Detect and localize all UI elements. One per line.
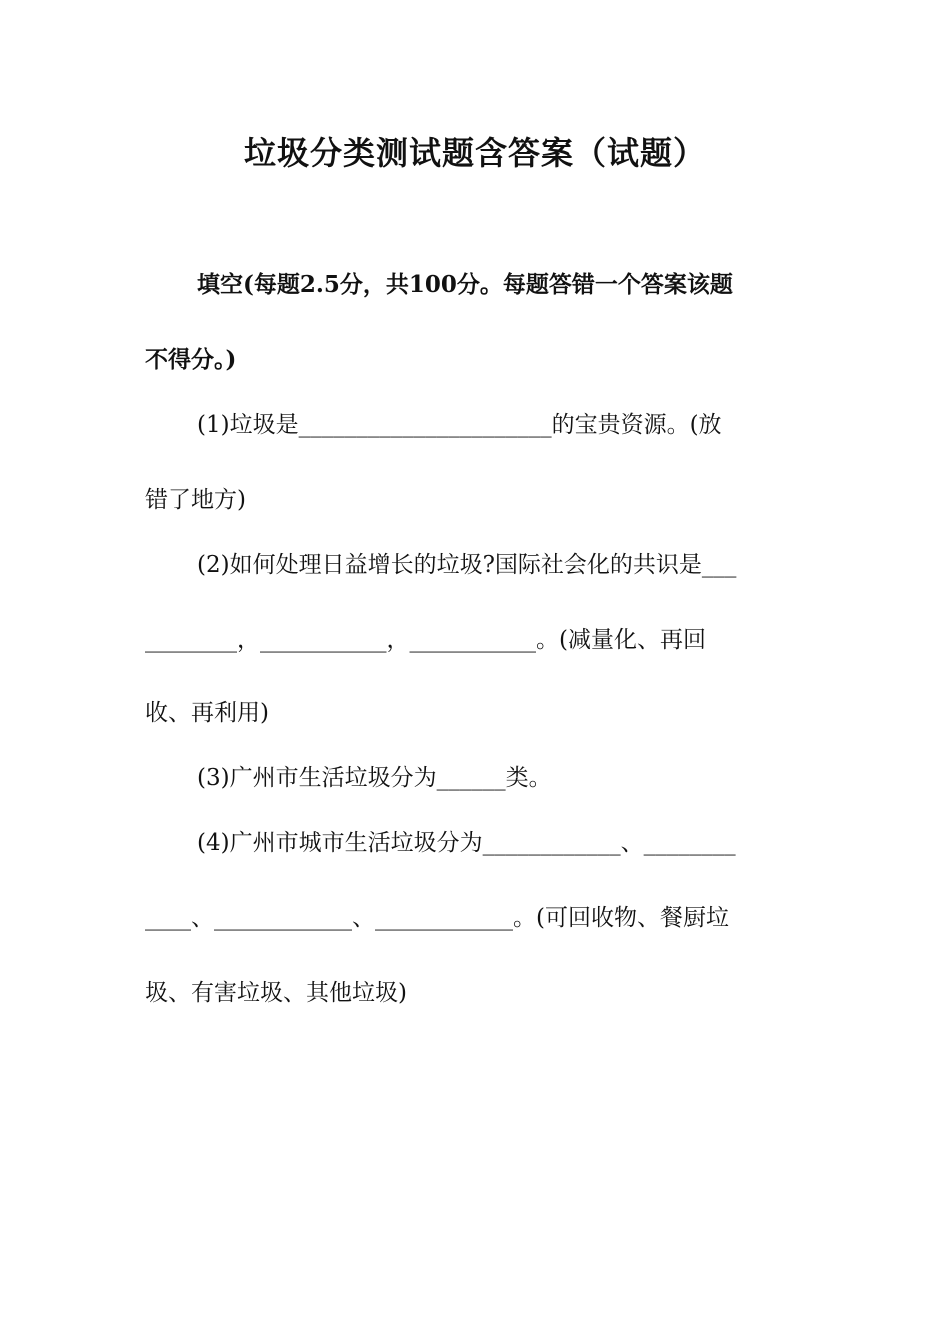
question-4-line-3: 圾、有害垃圾、其他垃圾) bbox=[145, 980, 407, 1006]
question-2-line-2: ________，___________，___________。(减量化、再回 bbox=[145, 627, 706, 653]
question-4-line-1: (4)广州市城市生活垃圾分为____________、________ bbox=[197, 830, 736, 856]
question-1-line-1: (1)垃圾是______________________的宝贵资源。(放 bbox=[197, 412, 722, 438]
question-3-line-1: (3)广州市生活垃圾分为______类。 bbox=[197, 765, 552, 791]
instructions-line-1: 填空(每题2.5分，共100分。每题答错一个答案该题 bbox=[197, 271, 733, 298]
document-title: 垃圾分类测试题含答案（试题） bbox=[243, 134, 706, 172]
question-2-line-1: (2)如何处理日益增长的垃圾?国际社会化的共识是___ bbox=[197, 552, 737, 578]
instructions-line-2: 不得分。) bbox=[145, 346, 237, 373]
question-1-line-2: 错了地方) bbox=[145, 487, 246, 513]
question-4-line-2: ____、____________、____________。(可回收物、餐厨垃 bbox=[145, 905, 729, 931]
question-2-line-3: 收、再利用) bbox=[145, 700, 269, 726]
